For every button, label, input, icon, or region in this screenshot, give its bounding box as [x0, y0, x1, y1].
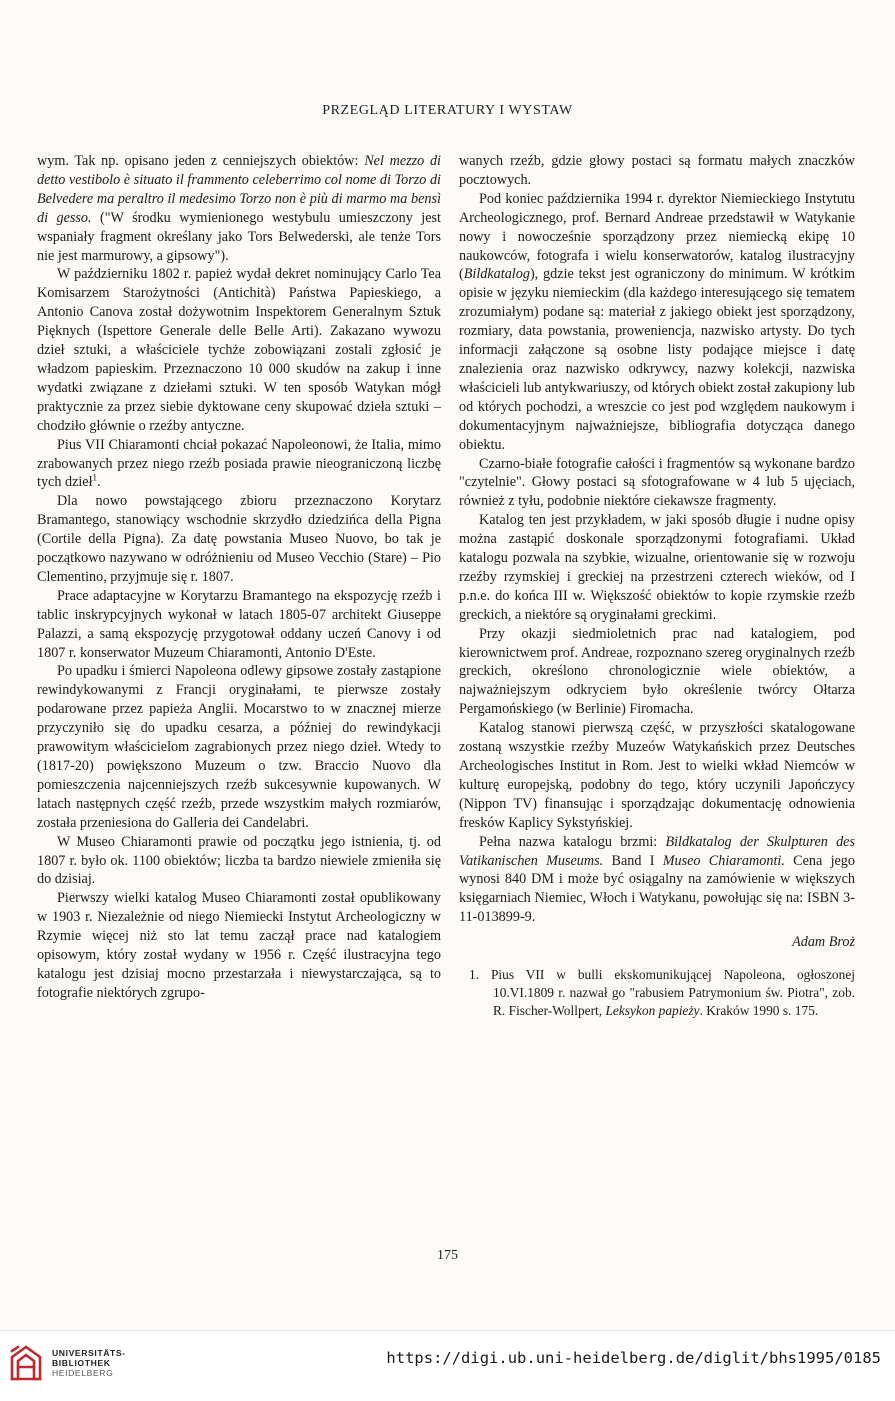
paragraph: Katalog ten jest przykładem, w jaki sposób długie i nudne opisy można zastąpić doskonale sporządzonymi fotografiami. Układ katalogu pozwala na szybkie, wizualne, orientowanie się w rozwoju rzeźby rzymskiej i greckiej na przestrzeni czterech wieków, od I p.n.e. do końca III w. Większość obiektów to kopie rzymskie rzeźb greckich, a niektóre są oryginałami greckimi. [459, 512, 855, 623]
paragraph: Pod koniec października 1994 r. dyrektor Niemieckiego Instytutu Archeologicznego, prof. Bernard Andreae przedstawił w Watykanie nowy i nowocześnie sporządzony przez niemiecką ekipę 10 naukowców, fotografa i wielu konserwatorów, katalog ilustracyjny (Bildkatalog), gdzie tekst jest ograniczony do minimum. W krótkim opisie w języku niemieckim (dla każdego interesującego się tematem zrozumiałym) podane są: materiał z jakiego obiekt jest sporządzony, rozmiary, data powstania, proweniencja, nazwisko artysty. Do tych informacji załączone są osobne listy podające miejsce i datę znalezienia oraz nazwisko odkrywcy, nazwy kolekcji, nazwiska właścicieli lub antykwariuszy, od których obiekt został zakupiony lub od których pochodzi, a wreszcie co jest pod względem naukowym i dokumentacyjnym najważniejsze, bibliografia dotycząca danego obiektu. [459, 190, 855, 453]
right-column [459, 152, 855, 1020]
footnote: 1. Pius VII w bulli ekskomunikującej Napoleona, ogłoszonej 10.VI.1809 r. nazwał go "rabusiem Patrymonium św. Piotra", zob. R. Fischer-Wollpert, Leksykon papieży. Kraków 1990 s. 175. [469, 967, 855, 1019]
permalink-url[interactable]: https://digi.ub.uni-heidelberg.de/diglit/bhs1995/0185 [386, 1349, 881, 1367]
paragraph: Czarno-białe fotografie całości i fragmentów są wykonane bardzo "czytelnie". Głowy postaci są sfotografowane w 4 lub 5 ujęciach, również z tyłu, podobnie niektóre ciekawsze fragmenty. [459, 455, 855, 510]
footnote-ref[interactable]: 1 [92, 472, 98, 483]
page-number: 175 [437, 1248, 458, 1263]
running-title: PRZEGLĄD LITERATURY I WYSTAW [322, 103, 573, 118]
paragraph: Pełna nazwa katalogu brzmi: Bildkatalog der Skulpturen des Vatikanischen Museums. Band I Museo Chiaramonti. Cena jego wynosi 840 DM i może być osiągalny na zamówienie w większych księgarniach Niemiec, Włoch i Watykanu, powołując się na: ISBN 3-11-013899-9. [459, 833, 855, 926]
paragraph: wanych rzeźb, gdzie głowy postaci są formatu małych znaczków pocztowych. [459, 153, 855, 188]
paragraph: wym. Tak np. opisano jeden z cenniejszych obiektów: Nel mezzo di detto vestibolo è situato il frammento celeberrimo col nome di Torzo di Belvedere ma peraltro il medesimo Torzo non è più di marmo ma bensì di gesso. ("W środku wymienionego westybulu umieszczony jest wspaniały fragment określany jako Tors Belwederski, ale tenże Tors nie jest marmurowy, a gipsowy"). [37, 153, 442, 264]
author-signature: Adam Broż [792, 934, 855, 951]
paragraph: W Museo Chiaramonti prawie od początku jego istnienia, tj. od 1807 r. było ok. 1100 obiektów; liczba ta bardzo niewiele zmieniła się do dzisiaj. [37, 833, 441, 888]
paragraph: Pius VII Chiaramonti chciał pokazać Napoleonowi, że Italia, mimo zrabowanych przez niego rzeźb posiada prawie nieograniczoną liczbę tych dzieł$^1$. [37, 436, 441, 491]
paragraph: Prace adaptacyjne w Korytarzu Bramantego na ekspozycję rzeźb i tablic inskrypcyjnych wykonał w latach 1805-07 architekt Giuseppe Palazzi, a samą ekspozycję przygotował oddany uczeń Canovy i od 1807 r. konserwator Muzeum Chiaramonti, Antonio D'Este. [37, 587, 441, 661]
paragraph: W październiku 1802 r. papież wydał dekret nominujący Carlo Tea Komisarzem Starożytności (Antichità) Państwa Papieskiego, a Antonio Canova został dożywotnim Inspektorem Generalnym Sztuk Pięknych (Ispettore Generale delle Belle Arti). Zakazano wywozu dzieł sztuki, a właściciele tychże zobowiązani zostali zgłosić je władzom papieskim. Przeznaczono 10 000 skudów na zakup i inne wydatki związane z dziełami sztuki. W ten sposób Watykan mógł praktycznie za przez siebie dyktowane ceny skupować dzieła sztuki – chodziło głównie o rzeźby antyczne. [37, 266, 441, 434]
left-column [37, 152, 441, 1003]
paragraph: Dla nowo powstającego zbioru przeznaczono Korytarz Bramantego, stanowiący wschodnie skrzydło dziedzińca della Pigna (Cortile della Pigna). Za datę powstania Museo Nuovo, bo tak je początkowo nazywano w odróżnieniu od Museo Vecchio (Stare) – Pio Clementino, przyjmuje się r. 1807. [37, 493, 441, 585]
viewer-footer [0, 1330, 895, 1401]
paragraph: Po upadku i śmierci Napoleona odlewy gipsowe zostały zastąpione rewindykowanymi z Francji oryginałami, te pierwsze zostały podarowane przez papieża Anglii. Mocarstwo to w znacznej mierze przyczyniło się do upadku cesarza, a później do rewindykacji prawowitym właścicielom zagrabionych przez niego dzieł. Wtedy to (1817-20) powiększono Muzeum o tzw. Braccio Nuovo dla pomieszczenia najcenniejszych rzeźb sukcesywnie kupowanych. W latach następnych część rzeźb, przede wszystkim małych rozmiarów, została przeniesiona do Galleria dei Candelabri. [37, 663, 441, 831]
library-name: UNIVERSITÄTS- BIBLIOTHEK HEIDELBERG [52, 1348, 126, 1378]
paragraph: Przy okazji siedmioletnich prac nad katalogiem, pod kierownictwem prof. Andreae, rozpoznano szereg oryginalnych rzeźb greckich, określono chronologicznie wiele obiektów, a najważniejszym odkryciem było określenie twórcy Ołtarza Pergamońskiego (w Berlinie) Firomacha. [459, 625, 855, 718]
paragraph: Pierwszy wielki katalog Museo Chiaramonti został opublikowany w 1903 r. Niezależnie od niego Niemiecki Instytut Archeologiczny w Rzymie więcej niż sto lat temu zaczął prace nad katalogiem opisowym, który został wydany w 1956 r. Część ilustracyjna tego katalogu jest dzisiaj mocno przestarzała i niewystarczająca, są to fotografie niektórych zgrupo- [37, 890, 441, 1001]
heidelberg-library-logo-icon[interactable] [8, 1343, 44, 1383]
paragraph: Katalog stanowi pierwszą część, w przyszłości skatalogowane zostaną wszystkie rzeźby Muzeów Watykańskich przez Deutsches Archeologisches Institut in Rom. Jest to wielki wkład Niemców w kulturę europejską, podobny do tego, który uczynili Japończycy (Nippon TV) finansując i sporządzając dokumentację odnowienia fresków Kaplicy Sykstyńskiej. [459, 720, 855, 831]
